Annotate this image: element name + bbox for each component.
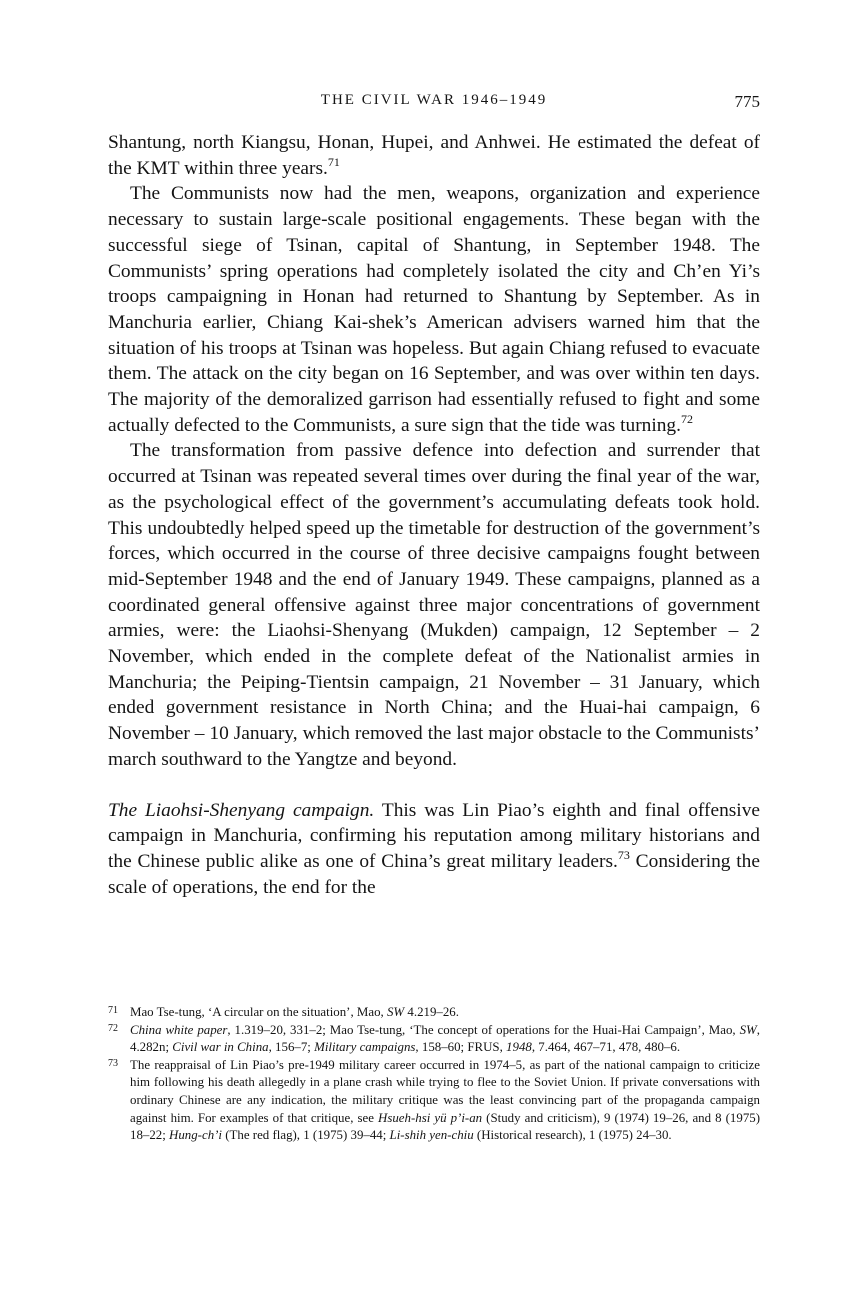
main-text: [108, 130, 760, 900]
footnote-italic: Hung-ch’i: [169, 1128, 223, 1143]
footnote-text: , 156–7;: [268, 1040, 315, 1055]
footnote-text: The reappraisal of Lin Piao’s pre-1949 military career occurred in 1974–5, as part of the national campaign to criticize him following his death allegedly in a plane crash while trying to flee to the Soviet Union. If private conversations with ordinary Chinese are any indication, the military critique was the least convincing part of the propaganda campaign against him. For examples of that critique, see: [130, 1057, 760, 1125]
page-number: 775: [734, 92, 760, 111]
footnote-73: [108, 1057, 760, 1145]
footnote-text: (Study and criticism), 9 (1974) 19–26, and 8 (1975) 18–22;: [130, 1110, 760, 1143]
footnote-italic: Li-shih yen-chiu: [389, 1128, 474, 1143]
footnotes: [108, 1004, 760, 1145]
footnote-italic: Hsueh-hsi yü p’i-an: [378, 1110, 483, 1125]
paragraph-2-text: The Communists now had the men, weapons, organization and experience necessary to sustain large-scale positional engagements. These began with the successful siege of Tsinan, capital of Shantung, in September 1948. The Communists’ spring operations had completely isolated the city and Ch’en Yi’s troops campaigning in Honan had returned to Shantung by September. As in Manchuria earlier, Chiang Kai-shek’s American advisers warned him that the situation of his troops at Tsinan was hopeless. But again Chiang refused to evacuate them. The attack on the city began on 16 September, and was over within ten days. The majority of the demoralized garrison had essentially refused to fight and some actually defected to the Communists, a sure sign that the tide was turning.: [108, 183, 760, 436]
footnote-text: , 1.319–20, 331–2; Mao Tse-tung, ‘The concept of operations for the Huai-Hai Campaign’, Mao,: [227, 1022, 740, 1037]
footnote-italic: 1948: [506, 1040, 532, 1055]
footnote-ref-73: 73: [617, 848, 630, 863]
footnote-71: [108, 1004, 760, 1022]
footnote-italic: Military campaigns: [314, 1040, 416, 1055]
footnote-number: 71: [108, 1005, 118, 1016]
paragraph-3-text: The transformation from passive defence into defection and surrender that occurred at Tsinan was repeated several times over during the final year of the war, as the psychological effect of the government’s accumulating defeats took hold. This undoubtedly helped speed up the timetable for destruction of the government’s forces, which occurred in the course of three decisive campaigns fought between mid-September 1948 and the end of January 1949. These campaigns, planned as a coordinated general offensive against three major concentrations of government armies, were: the Liaohsi-Shenyang (Mukden) campaign, 12 September – 2 November, which ended in the complete defeat of the Nationalist armies in Manchuria; the Peiping-Tientsin campaign, 21 November – 31 January, which ended government resistance in North China; and the Huai-hai campaign, 6 November – 10 January, which removed the last major obstacle to the Communists’ march southward to the Yangtze and beyond.: [108, 440, 760, 770]
footnote-italic: SW: [739, 1022, 757, 1037]
footnote-number: 73: [108, 1057, 118, 1069]
footnote-text: (The red flag), 1 (1975) 39–44;: [222, 1128, 390, 1143]
running-header: [108, 92, 760, 118]
paragraph-1: [108, 130, 760, 181]
paragraph-4-text-1: This was Lin Piao’s eighth and final offensive campaign in Manchuria, confirming his reputation among military historians and the Chinese public alike as one of China’s great military leaders.: [108, 799, 760, 872]
paragraph-2: [108, 181, 760, 438]
footnote-text: , 4.282n;: [130, 1022, 760, 1055]
footnote-72: [108, 1022, 760, 1057]
footnote-ref-71: 71: [327, 154, 340, 169]
footnote-text: (Historical research), 1 (1975) 24–30.: [473, 1128, 672, 1143]
footnote-text: 4.219–26.: [404, 1005, 459, 1019]
footnote-text: Mao Tse-tung, ‘A circular on the situation’, Mao,: [130, 1005, 387, 1019]
paragraph-1-text: Shantung, north Kiangsu, Honan, Hupei, and Anhwei. He estimated the defeat of the KMT within three years.: [108, 132, 760, 179]
footnote-text: , 158–60; FRUS,: [415, 1040, 507, 1055]
paragraph-4-text-2: Considering the scale of operations, the end for the: [108, 850, 760, 898]
footnote-number: 72: [108, 1022, 118, 1034]
section-heading: The Liaohsi-Shenyang campaign.: [108, 799, 375, 821]
running-title: THE CIVIL WAR 1946–1949: [320, 92, 548, 108]
footnote-italic: SW: [386, 1005, 405, 1019]
footnote-italic: Civil war in China: [172, 1040, 269, 1055]
footnote-italic: China white paper: [130, 1022, 228, 1037]
paragraph-4: [108, 798, 760, 901]
paragraph-3: [108, 438, 760, 772]
footnote-text: , 7.464, 467–71, 478, 480–6.: [531, 1040, 681, 1055]
footnote-ref-72: 72: [680, 411, 693, 426]
